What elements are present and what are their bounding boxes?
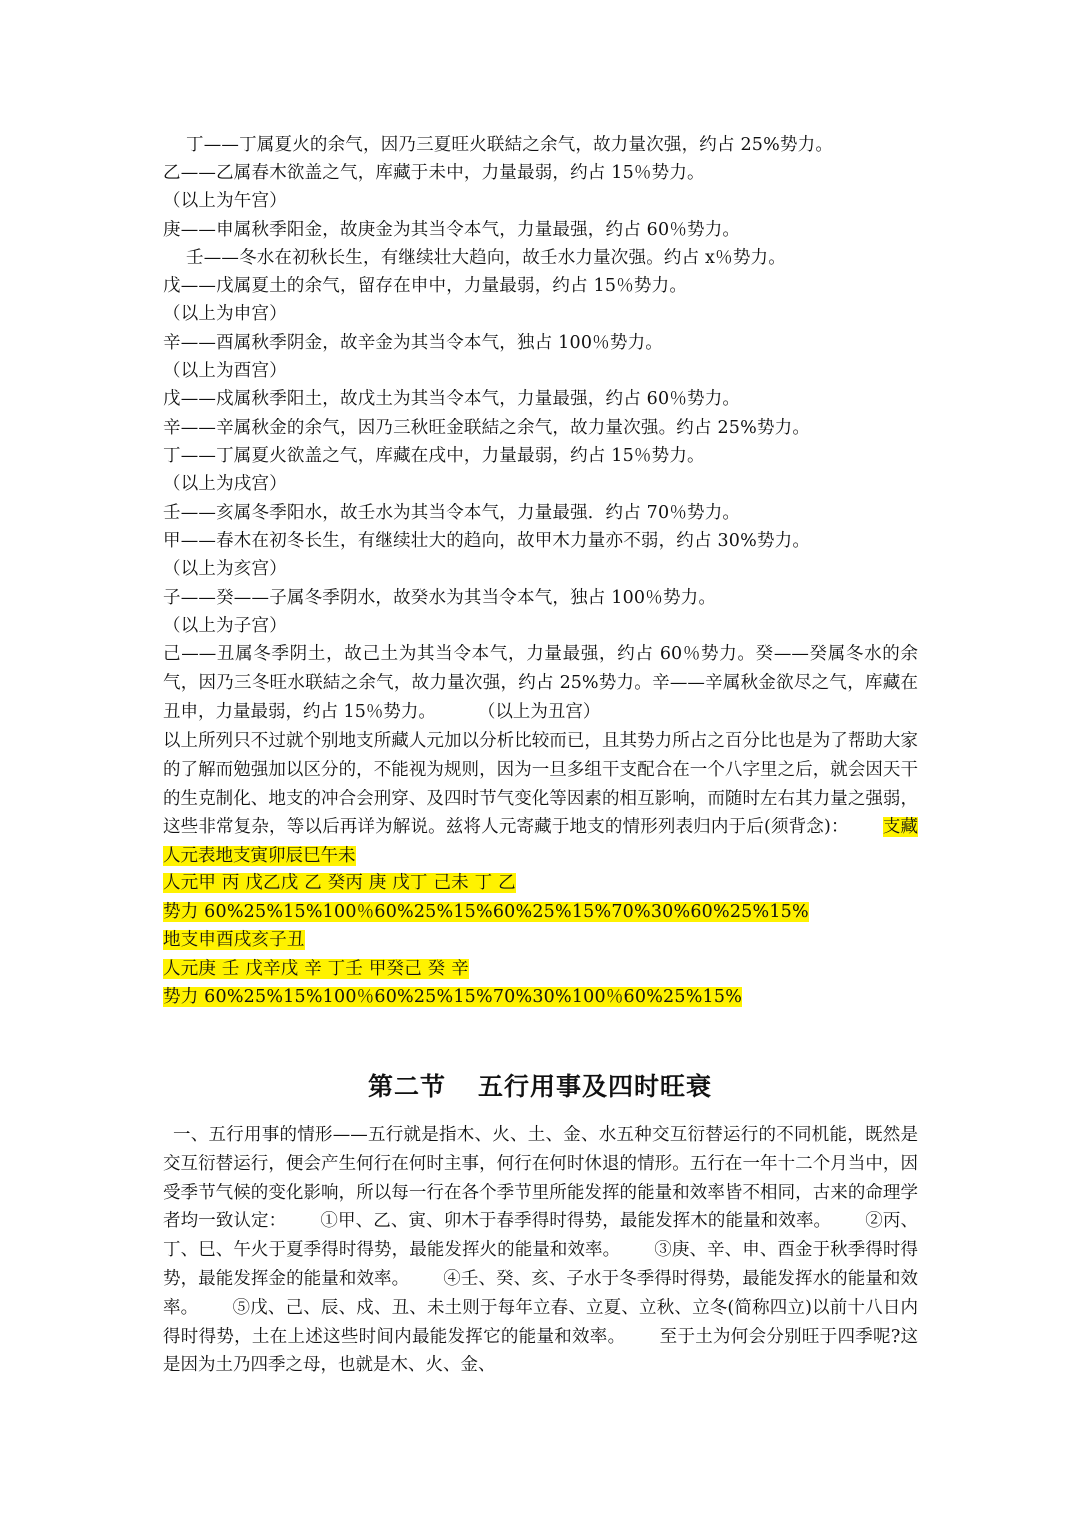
text-line: 子——癸——子属冬季阴水，故癸水为其当令本气，独占 100％势力。 bbox=[163, 588, 717, 608]
text-line: 丁——丁属夏火的余气，因乃三夏旺火联結之余气，故力量次强，约占 25%势力。 bbox=[186, 135, 834, 155]
highlighted-table-row bbox=[163, 898, 809, 927]
section-intro: 一、五行用事的情形——五行就是指木、火、土、金、水五种交互衍替运行的不同机能，既然是交互衍替运行，便会产生何行在何时主事，何行在何时休退的情形。五行在一年十二个月当中，因受季节气候的变化影响，所以每一行在各个季节里所能发挥的能量和效率皆不相同，古来的命理学者均一致认定： bbox=[163, 1125, 918, 1232]
highlighted-table-row bbox=[163, 955, 469, 984]
table-row-text: 势力 60%25%15%100％60%25%15%70%30%100％60%25%15% bbox=[163, 987, 743, 1007]
text-line: 戊——戊属夏土的余气，留存在申中，力量最弱，约占 15％势力。 bbox=[163, 276, 688, 296]
text-line: 戊——戍属秋季阳土，故戊土为其当令本气，力量最强，约占 60％势力。 bbox=[163, 389, 741, 409]
chou-paragraph-tail: （以上为丑宫） bbox=[477, 701, 601, 722]
highlighted-table-row bbox=[163, 869, 516, 898]
section-item: ③庚、辛、申、酉金于秋季得时得势，最能发挥金的能量和效率。 bbox=[163, 1240, 918, 1289]
text-line: （以上为亥宫） bbox=[163, 559, 287, 579]
section-item: ①甲、乙、寅、卯木于春季得时得势，最能发挥木的能量和效率。 bbox=[320, 1211, 832, 1232]
chou-paragraph-text: 己——丑属冬季阴土，故己土为其当令本气，力量最强，约占 60％势力。癸——癸属冬水的余气，因乃三冬旺水联結之余气，故力量次强，约占 25%势力。辛——辛属秋金欲尽之气，库藏在丑申，力量最弱，约占 15％势力。 bbox=[163, 644, 918, 722]
text-line: （以上为午宫） bbox=[163, 191, 287, 211]
section-item: ②丙、丁、巳、午火于夏季得时得势，最能发挥火的能量和效率。 bbox=[163, 1211, 919, 1261]
text-line: 壬——冬水在初秋长生，有继续壮大趋向，故壬水力量次强。约占 x％势力。 bbox=[186, 248, 786, 268]
summary-text: 以上所列只不过就个别地支所藏人元加以分析比较而已，且其势力所占之百分比也是为了帮助大家的了解而勉强加以区分的，不能视为规则，因为一旦多组干支配合在一个八字里之后，就会因天干的生克制化、地支的冲合会刑穿、及四时节气变化等因素的相互影响，而随时左右其力量之强弱，这些非常复杂，等以后再详为解说。兹将人元寄藏于地支的情形列表归内于后(须背念)： bbox=[163, 731, 918, 838]
table-row-text: 人元庚 壬 戊辛戊 辛 丁壬 甲癸己 癸 辛 bbox=[163, 959, 469, 979]
text-line: （以上为申宫） bbox=[163, 304, 287, 324]
text-line: 辛——辛属秋金的余气，因乃三秋旺金联結之余气，故力量次强。约占 25%势力。 bbox=[163, 418, 811, 438]
highlighted-table-row bbox=[163, 983, 742, 1012]
table-row-text: 人元甲 丙 戊乙戊 乙 癸丙 庚 戊丁 己未 丁 乙 bbox=[163, 873, 516, 893]
highlighted-table-row bbox=[163, 926, 305, 955]
text-line: （以上为子宫） bbox=[163, 616, 287, 636]
text-line: 丁——丁属夏火欲盖之气，库藏在戌中，力量最弱，约占 15％势力。 bbox=[163, 446, 705, 466]
section-number: 第二节 bbox=[367, 1072, 446, 1101]
table-row-text: 地支申酉戌亥子丑 bbox=[163, 930, 305, 950]
section-tail: 至于土为何会分别旺于四季呢?这是因为土乃四季之母，也就是木、火、金、 bbox=[163, 1326, 919, 1376]
text-line: 甲——春木在初冬长生，有继续壮大的趋向，故甲木力量亦不弱，约占 30%势力。 bbox=[163, 531, 811, 551]
chou-paragraph bbox=[163, 640, 918, 726]
section-heading bbox=[0, 1070, 1080, 1104]
text-line: 壬——亥属冬季阳水，故壬水为其当令本气，力量最强．约占 70％势力。 bbox=[163, 503, 741, 523]
table-row-text: 势力 60%25%15%100％60%25%15%60%25%15%70%30%60%25%15% bbox=[163, 902, 809, 922]
text-line: 乙——乙属春木欲盖之气，库藏于未中，力量最弱，约占 15％势力。 bbox=[163, 163, 705, 183]
section-paragraph bbox=[163, 1121, 918, 1380]
section-title: 五行用事及四时旺衰 bbox=[478, 1072, 713, 1101]
table-title: 支藏人元表地支寅卯辰巳午未 bbox=[163, 817, 919, 867]
text-line: 庚——申属秋季阳金，故庚金为其当令本气，力量最强，约占 60％势力。 bbox=[163, 220, 741, 240]
section-item: ④壬、癸、亥、子水于冬季得时得势，最能发挥水的能量和效率。 bbox=[163, 1268, 919, 1318]
summary-paragraph bbox=[163, 727, 918, 871]
section-item: ⑤戊、己、辰、戍、丑、未土则于每年立春、立夏、立秋、立冬(简称四立)以前十八日内得时得势，土在上述这些时间内最能发挥它的能量和效率。 bbox=[163, 1297, 919, 1347]
text-line: 辛——酉属秋季阴金，故辛金为其当令本气，独占 100％势力。 bbox=[163, 333, 663, 353]
text-line: （以上为戌宫） bbox=[163, 474, 287, 494]
text-line: （以上为酉宫） bbox=[163, 361, 287, 381]
